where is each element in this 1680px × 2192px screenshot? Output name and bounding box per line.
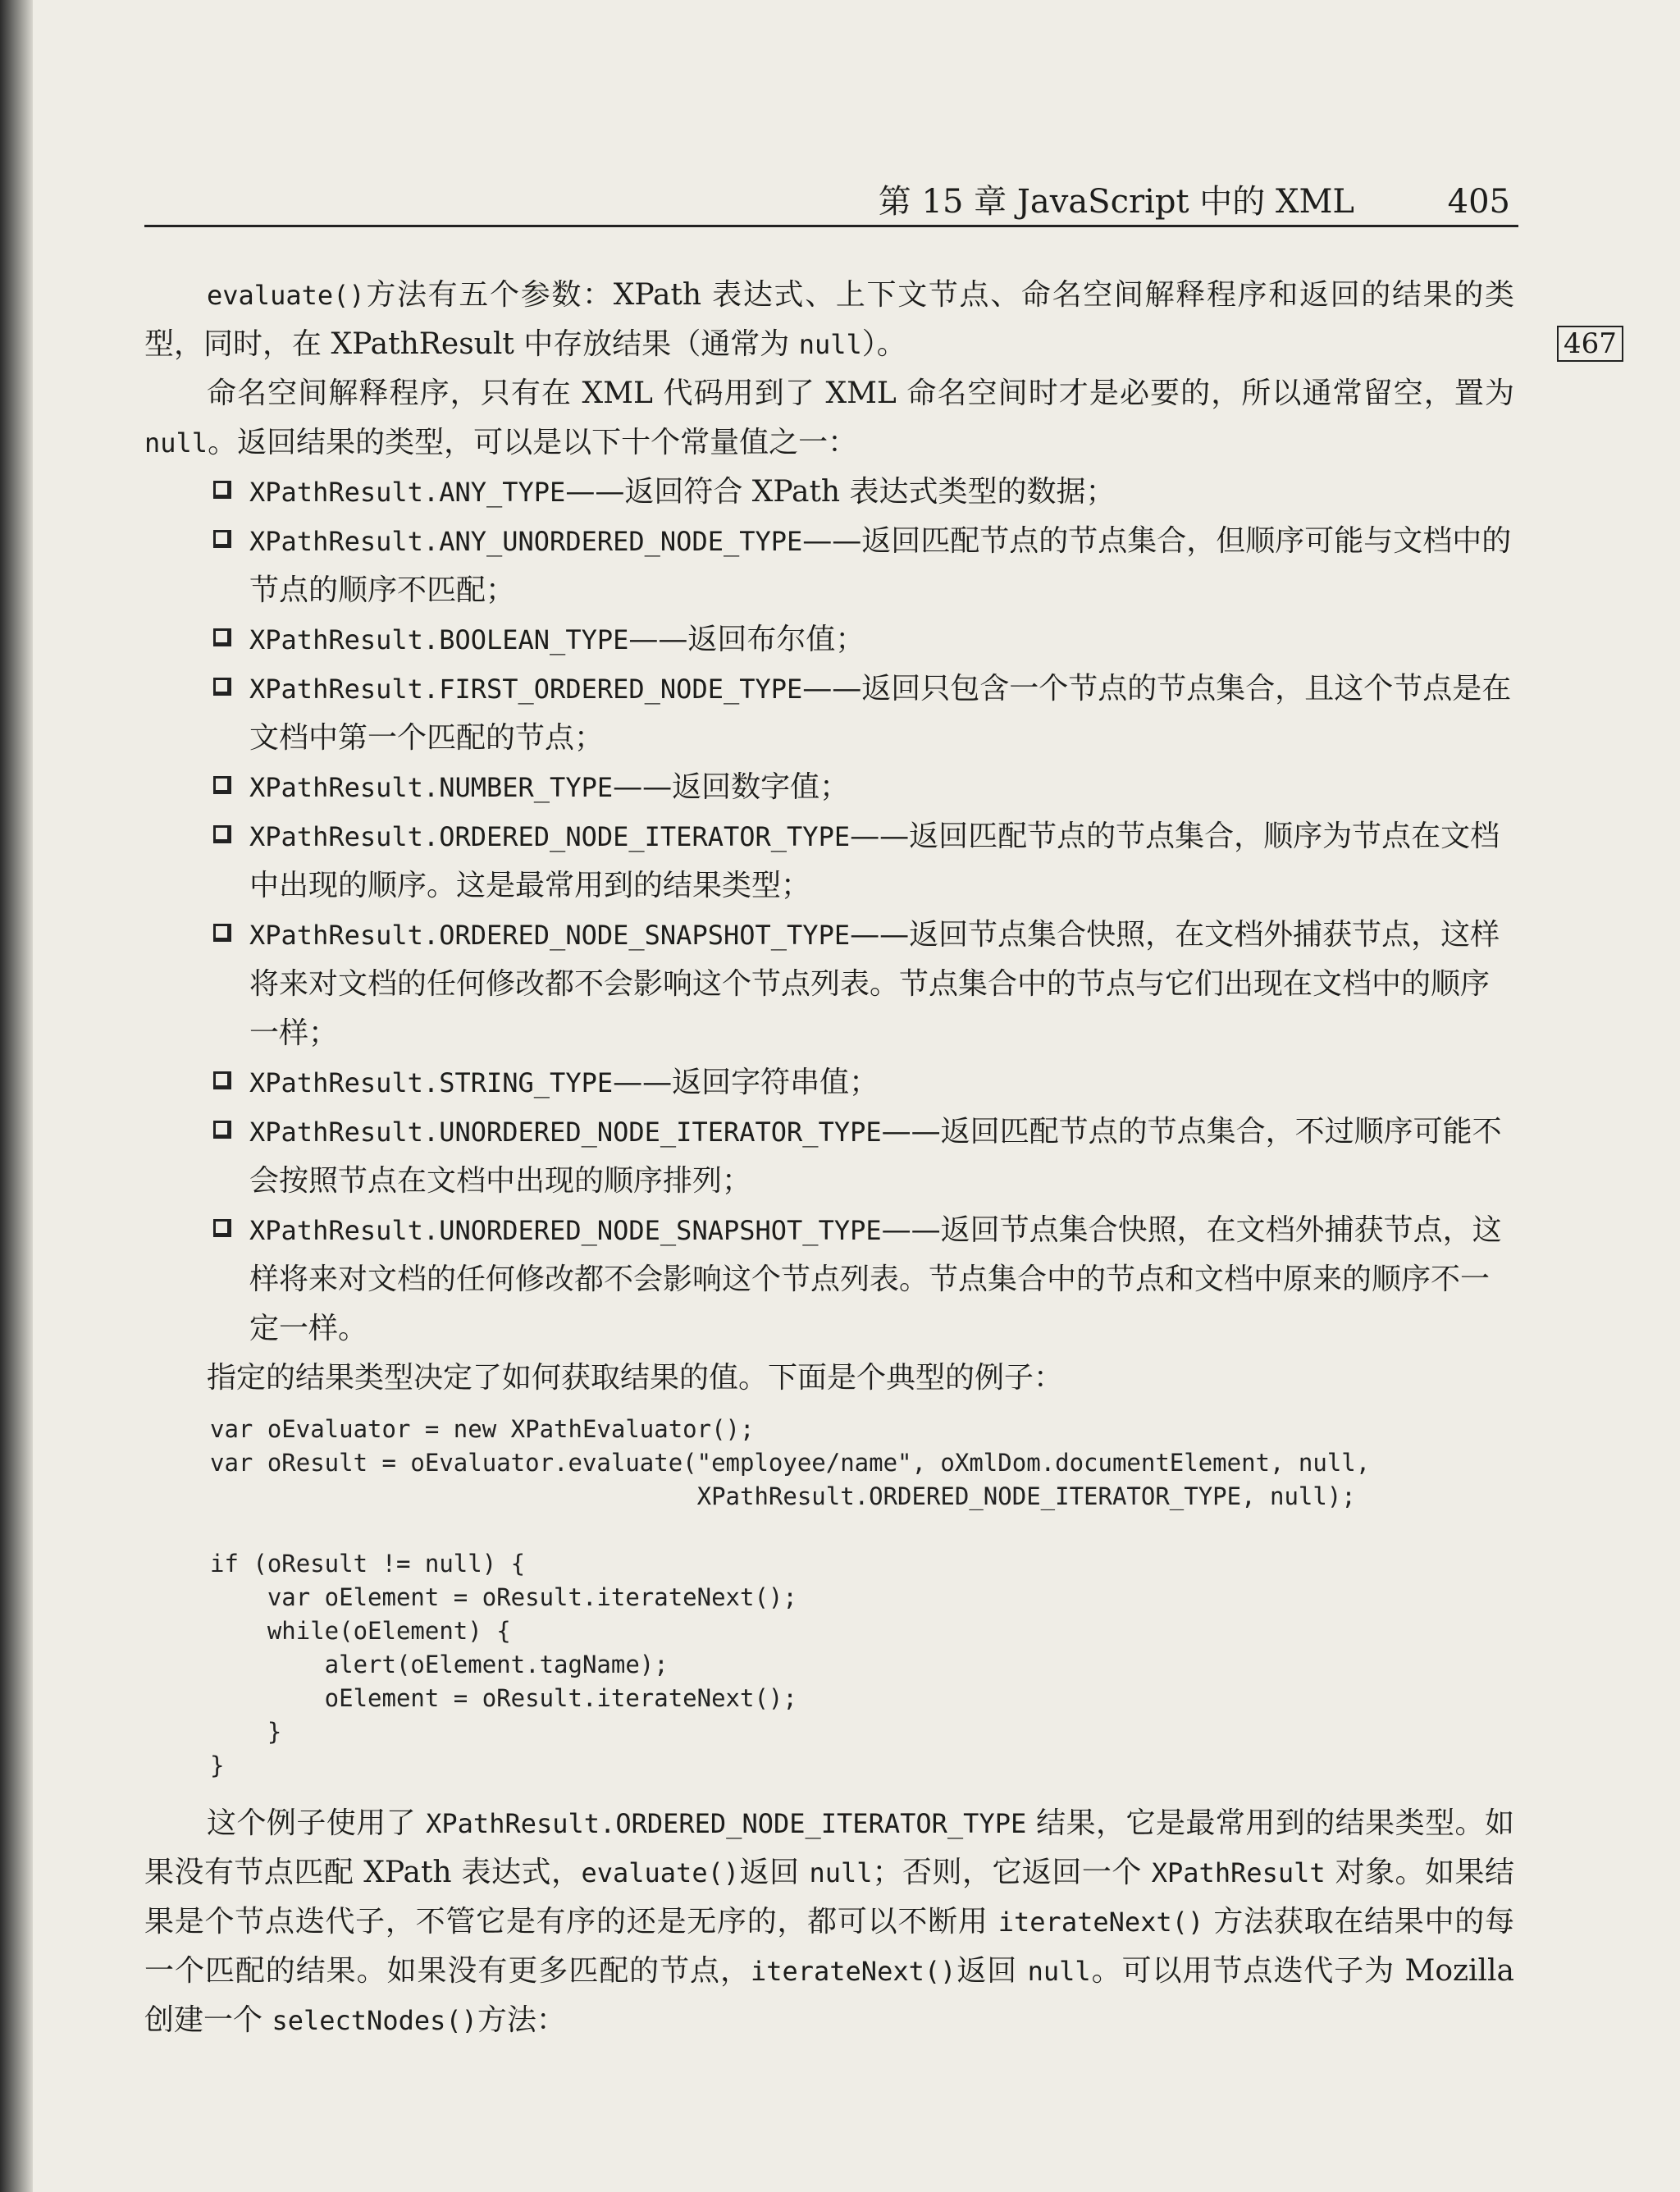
- inline-code: null: [809, 1857, 873, 1888]
- text-run: ）。: [861, 327, 906, 361]
- text-run: 方法有五个参数：XPath 表达式、上下文节点、命名空间解释程序和返回的结果的类型，同时，在 XPathResult 中存放结果（通常为: [144, 278, 1514, 361]
- inline-code: iterateNext(): [750, 1956, 956, 1987]
- result-type-description: ——返回布尔值；: [628, 623, 865, 656]
- checkbox-bullet-icon: [213, 776, 231, 794]
- inline-code: iterateNext(): [998, 1907, 1204, 1938]
- result-type-description: ——返回符合 XPath 表达式类型的数据；: [565, 475, 1116, 509]
- result-type-item: [213, 517, 1514, 615]
- text-run: 返回: [739, 1856, 810, 1889]
- text-run: 方法：: [477, 2003, 566, 2037]
- result-type-constant: XPathResult.STRING_TYPE: [249, 1067, 614, 1098]
- checkbox-bullet-icon: [213, 481, 231, 499]
- paragraph-namespace-resolver: [144, 369, 1514, 468]
- result-type-item: [213, 664, 1514, 763]
- original-page-ref: 467: [1557, 326, 1623, 362]
- result-type-item: [213, 1058, 1514, 1107]
- result-type-constant: XPathResult.ANY_TYPE: [249, 477, 566, 508]
- result-type-item: [213, 812, 1514, 911]
- result-type-description: ——返回数字值；: [613, 770, 850, 804]
- result-type-description: ——返回匹配节点的节点集合，但顺序可能与文档中的节点的顺序不匹配；: [249, 524, 1512, 607]
- text-run: 。可以用节点迭代子为 Mozilla 创建一个: [144, 1954, 1514, 2037]
- checkbox-bullet-icon: [213, 628, 231, 646]
- example-intro: 指定的结果类型决定了如何获取结果的值。下面是个典型的例子：: [207, 1361, 1064, 1395]
- result-type-description: ——返回节点集合快照，在文档外捕获节点，这样将来对文档的任何修改都不会影响这个节点列表。节点集合中的节点和文档中原来的顺序不一定一样。: [249, 1213, 1502, 1345]
- text-run: 对象。如果结果是个节点迭代子，不管它是有序的还是无序的，都可以不断用: [144, 1856, 1514, 1939]
- inline-code: selectNodes(): [272, 2005, 477, 2036]
- result-type-constant: XPathResult.ORDERED_NODE_SNAPSHOT_TYPE: [249, 920, 851, 951]
- text-run: 方法获取在结果中的每一个匹配的结果。如果没有更多匹配的节点，: [144, 1905, 1514, 1988]
- checkbox-bullet-icon: [213, 924, 231, 942]
- text-run: 。返回结果的类型，可以是以下十个常量值之一：: [208, 426, 858, 459]
- checkbox-bullet-icon: [213, 1071, 231, 1089]
- text-run: 结果，它是最常用到的结果类型。如果没有节点匹配 XPath 表达式，: [144, 1806, 1514, 1889]
- code-example: var oEvaluator = new XPathEvaluator(); var oResult = oEvaluator.evaluate("employee/name", oXmlDom.documentElement, null, XPathResult.ORDERED_NODE_ITERATOR_TYPE, null); if (oResult != null) { var oElement = oResult.iterateNext(); while(oElement) { alert(oElement.tagName); oElement = oResult.iterateNext(); } }: [210, 1415, 1371, 1779]
- result-type-item: [213, 911, 1514, 1058]
- checkbox-bullet-icon: [213, 825, 231, 843]
- result-type-constant: XPathResult.ORDERED_NODE_ITERATOR_TYPE: [249, 821, 851, 852]
- checkbox-bullet-icon: [213, 530, 231, 548]
- running-head: [144, 182, 1518, 227]
- result-type-constant: XPathResult.UNORDERED_NODE_SNAPSHOT_TYPE: [249, 1215, 882, 1246]
- paragraph-explanation: [144, 1799, 1514, 2045]
- paragraph-evaluate-params: [144, 271, 1514, 369]
- chapter-title: 第 15 章 JavaScript 中的 XML: [878, 183, 1354, 221]
- result-type-item: [213, 763, 1514, 812]
- result-type-list: [144, 468, 1514, 1354]
- text-run: 这个例子使用了: [207, 1806, 427, 1840]
- inline-code: evaluate(): [207, 280, 365, 311]
- checkbox-bullet-icon: [213, 1219, 231, 1237]
- checkbox-bullet-icon: [213, 678, 231, 696]
- checkbox-bullet-icon: [213, 1121, 231, 1139]
- result-type-item: [213, 1206, 1514, 1354]
- result-type-constant: XPathResult.FIRST_ORDERED_NODE_TYPE: [249, 674, 803, 705]
- result-type-description: ——返回匹配节点的节点集合，不过顺序可能不会按照节点在文档中出现的顺序排列；: [249, 1115, 1502, 1198]
- inline-code: null: [144, 427, 208, 459]
- result-type-constant: XPathResult.BOOLEAN_TYPE: [249, 624, 629, 655]
- inline-code: null: [798, 329, 862, 360]
- result-type-constant: XPathResult.ANY_UNORDERED_NODE_TYPE: [249, 526, 803, 557]
- inline-code: null: [1027, 1956, 1091, 1987]
- result-type-constant: XPathResult.NUMBER_TYPE: [249, 772, 614, 803]
- inline-code: XPathResult.ORDERED_NODE_ITERATOR_TYPE: [426, 1808, 1027, 1839]
- result-type-description: ——返回匹配节点的节点集合，顺序为节点在文档中出现的顺序。这是最常用到的结果类型；: [249, 820, 1500, 902]
- page-number: 405: [1447, 183, 1510, 221]
- inline-code: XPathResult: [1151, 1857, 1326, 1888]
- result-type-description: ——返回节点集合快照，在文档外捕获节点，这样将来对文档的任何修改都不会影响这个节点列表。节点集合中的节点与它们出现在文档中的顺序一样；: [249, 918, 1500, 1050]
- result-type-constant: XPathResult.UNORDERED_NODE_ITERATOR_TYPE: [249, 1117, 882, 1148]
- text-run: 返回: [956, 1954, 1028, 1988]
- result-type-item: [213, 468, 1514, 517]
- inline-code: evaluate(): [581, 1857, 740, 1888]
- result-type-description: ——返回只包含一个节点的节点集合，且这个节点是在文档中第一个匹配的节点；: [249, 672, 1512, 755]
- text-run: 命名空间解释程序，只有在 XML 代码用到了 XML 命名空间时才是必要的，所以通常留空，置为: [207, 377, 1514, 410]
- result-type-item: [213, 615, 1514, 664]
- body-text: [144, 271, 1514, 2045]
- result-type-description: ——返回字符串值；: [613, 1066, 879, 1099]
- result-type-item: [213, 1107, 1514, 1206]
- text-run: ；否则，它返回一个: [872, 1856, 1152, 1889]
